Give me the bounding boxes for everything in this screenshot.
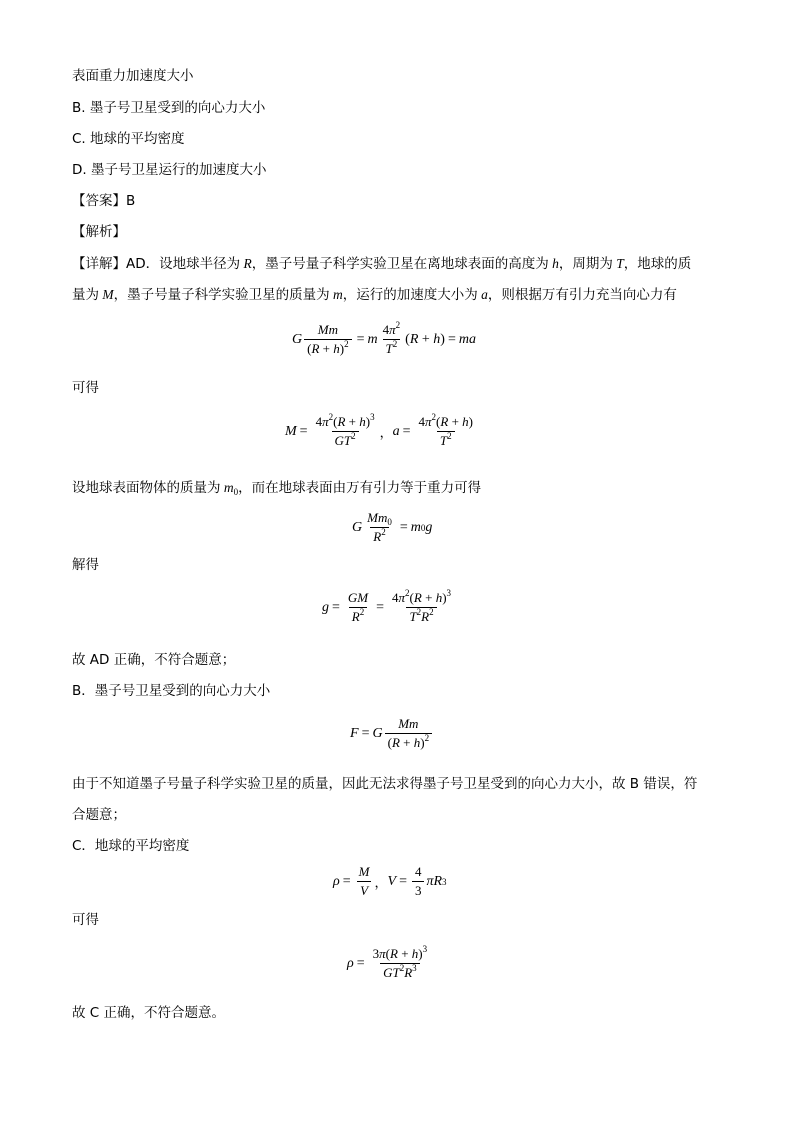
option-c: C. 地球的平均密度 xyxy=(72,131,185,147)
part-c-heading: C．地球的平均密度 xyxy=(72,838,190,854)
detail-line-1: 【详解】AD．设地球半径为 R，墨子号量子科学实验卫星在离地球表面的高度为 h，周期为 T，地球的质 xyxy=(72,256,692,272)
option-a-tail: 表面重力加速度大小 xyxy=(72,68,194,84)
formula-g-result: g = $\frac{GM}{R^2}$ = $\frac{4\pi^2(R + h)^3}{T^2R^2}$ xyxy=(322,588,452,624)
conclusion-b-1: 由于不知道墨子号量子科学实验卫星的质量，因此无法求得墨子号卫星受到的向心力大小，故 B 错误，符 xyxy=(72,776,698,792)
option-d: D. 墨子号卫星运行的加速度大小 xyxy=(72,162,267,178)
answer-label: 【答案】B xyxy=(72,193,136,209)
analysis-label: 【解析】 xyxy=(72,224,126,240)
kede-2: 可得 xyxy=(72,912,99,928)
conclusion-b-2: 合题意； xyxy=(72,807,126,823)
kede-1: 可得 xyxy=(72,380,99,396)
formula-force: F = G $\frac{Mm}{(R + h)^2}$ xyxy=(350,716,434,751)
part-b-heading: B．墨子号卫星受到的向心力大小 xyxy=(72,683,271,699)
detail-line-2: 量为 M，墨子号量子科学实验卫星的质量为 m，运行的加速度大小为 a，则根据万有引力充当向心力有 xyxy=(72,287,677,303)
formula-density-volume: ρ = $\frac{M}{V}$ ， V = $\frac{4}{3}$ πR 3 xyxy=(333,864,447,898)
formula-mass-acceleration: M = $\frac{4\pi^2(R + h)^3}{GT^2}$ ， a = $\frac{4\pi^2(R + h)}{T^2}$ xyxy=(285,412,473,448)
conclusion-ad: 故 AD 正确，不符合题意； xyxy=(72,652,236,668)
formula-surface-gravity: G $\frac{Mm_0}{R^2}$ = m 0 g xyxy=(352,510,433,544)
conclusion-c: 故 C 正确，不符合题意。 xyxy=(72,1005,226,1021)
jiede: 解得 xyxy=(72,557,99,573)
option-b: B. 墨子号卫星受到的向心力大小 xyxy=(72,100,266,116)
formula-density-result: ρ = $\frac{3\pi(R + h)^3}{GT^2R^3}$ xyxy=(347,944,428,980)
surface-object-line: 设地球表面物体的质量为 $m_0$，而在地球表面由万有引力等于重力可得 xyxy=(72,480,482,497)
formula-gravity-centripetal: G $\frac{Mm}{(R + h)^2}$ = m $\frac{4\pi^2}{T^2}$ (R + h) = ma xyxy=(292,320,476,356)
